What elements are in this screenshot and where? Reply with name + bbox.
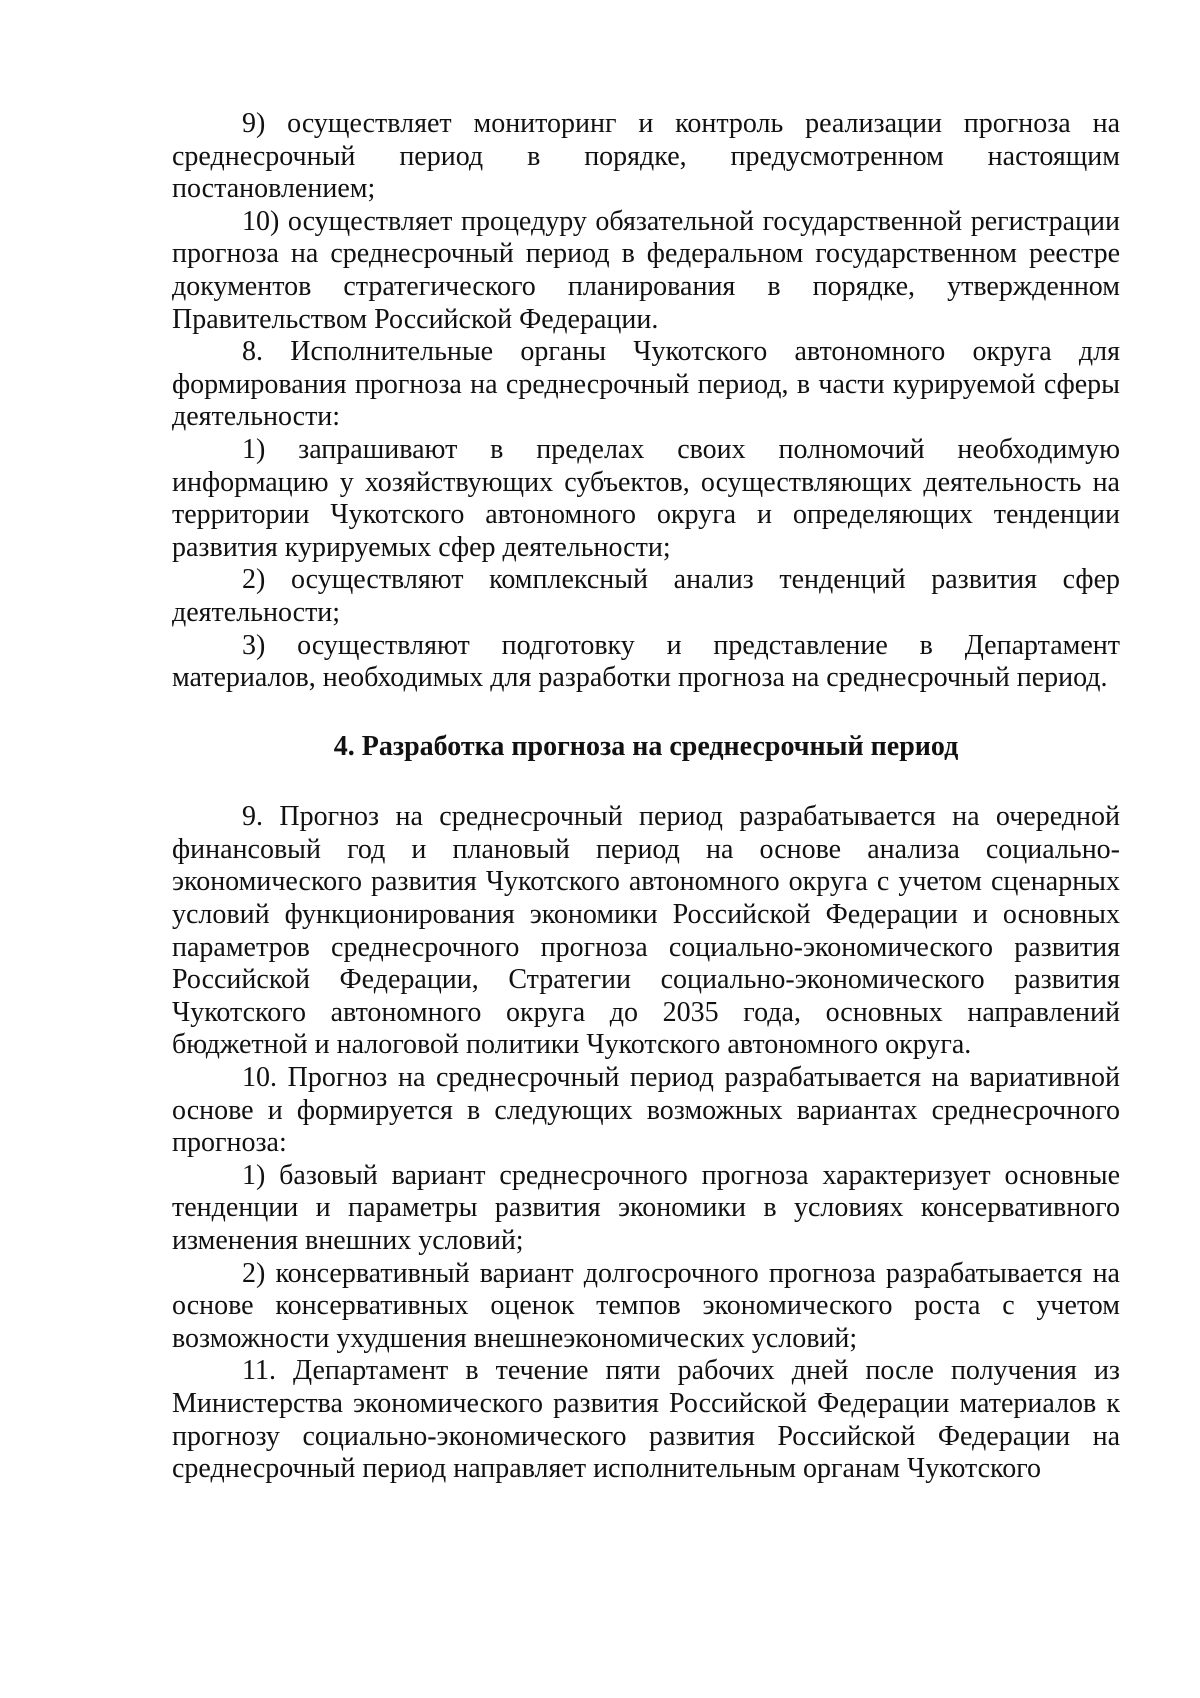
paragraph-item-9: 9) осуществляет мониторинг и контроль реализации прогноза на среднесрочный период в порядке, предусмотренном настоящим постановлением; — [172, 108, 1120, 205]
paragraph-variant-2: 2) консервативный вариант долгосрочного прогноза разрабатывается на основе консервативных оценок темпов экономического роста с учетом возможности ухудшения внешнеэкономических условий; — [172, 1257, 1120, 1354]
paragraph-clause-8: 8. Исполнительные органы Чукотского автономного округа для формирования прогноза на среднесрочный период, в части курируемой сферы деятельности: — [172, 336, 1120, 433]
paragraph-subitem-1: 1) запрашивают в пределах своих полномочий необходимую информацию у хозяйствующих субъектов, осуществляющих деятельность на территории Чукотского автономного округа и определяющих тенденции развития курируемых сфер деятельности; — [172, 433, 1120, 563]
paragraph-subitem-3: 3) осуществляют подготовку и представление в Департамент материалов, необходимых для разработки прогноза на среднесрочный период. — [172, 629, 1120, 694]
paragraph-clause-11: 11. Департамент в течение пяти рабочих дней после получения из Министерства экономического развития Российской Федерации материалов к прогнозу социально-экономического развития Российской Федерации на среднесрочный период направляет исполнительным органам Чукотского — [172, 1355, 1120, 1485]
paragraph-variant-1: 1) базовый вариант среднесрочного прогноза характеризует основные тенденции и параметры развития экономики в условиях консервативного изменения внешних условий; — [172, 1159, 1120, 1256]
paragraph-clause-10: 10. Прогноз на среднесрочный период разрабатывается на вариативной основе и формируется в следующих возможных вариантах среднесрочного прогноза: — [172, 1062, 1120, 1159]
document-page — [172, 108, 1120, 1486]
section-heading: 4. Разработка прогноза на среднесрочный период — [333, 730, 959, 762]
paragraph-clause-9: 9. Прогноз на среднесрочный период разрабатывается на очередной финансовый год и плановый период на основе анализа социально-экономического развития Чукотского автономного округа с учетом сценарных условий функционирования экономики Российской Федерации и основных параметров среднесрочного прогноза социально-экономического развития Российской Федерации, Стратегии социально-экономического развития Чукотского автономного округа до 2035 года, основных направлений бюджетной и налоговой политики Чукотского автономного округа. — [172, 801, 1120, 1061]
paragraph-item-10: 10) осуществляет процедуру обязательной государственной регистрации прогноза на среднесрочный период в федеральном государственном реестре документов стратегического планирования в порядке, утвержденном Правительством Российской Федерации. — [172, 205, 1120, 335]
paragraph-subitem-2: 2) осуществляют комплексный анализ тенденций развития сфер деятельности; — [172, 564, 1120, 628]
